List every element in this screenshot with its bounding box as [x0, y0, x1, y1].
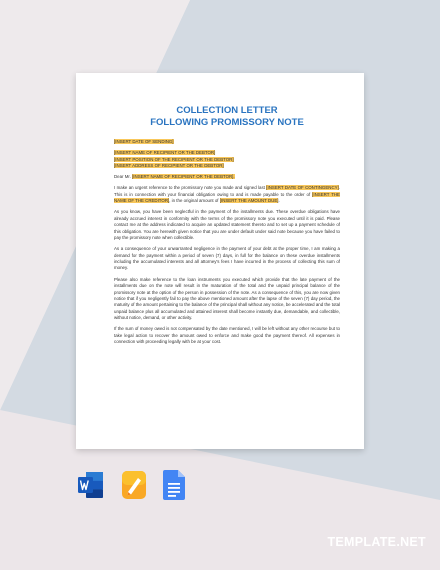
- p1-highlight-creditor: [INSERT THE NAME OF THE CREDITOR]: [114, 191, 340, 204]
- p1-text-c: , in the original amount of: [169, 198, 219, 204]
- p1-highlight-amount: [INSERT THE AMOUNT DUE]: [219, 198, 279, 204]
- paragraph-1: [114, 185, 340, 204]
- pages-icon[interactable]: [122, 470, 146, 500]
- paragraph-5: If the sum of money owed is not compensated by the date mentioned, I will be left without any other recourse but to take legal action to recover the amount owed to enforce and make good the payment thereof. All expenses in connection with proceeding legally with be at your cost.: [114, 326, 340, 345]
- recipient-position: [INSERT POSITION OF THE RECIPIENT OR THE DEBTOR]: [114, 156, 234, 162]
- recipient-address: [INSERT ADDRESS OF RECIPIENT OR THE DEBTOR]: [114, 163, 224, 169]
- brand-watermark: TEMPLATE.NET: [327, 535, 426, 549]
- recipient-name: [INSERT NAME OF RECIPIENT OR THE DEBTOR]: [114, 150, 216, 156]
- salutation-prefix: Dear Mr.: [114, 174, 131, 180]
- paragraph-4: Please also make reference to the loan instruments you executed which provide that the late payment of the installments due on the note will result in the maturation of the total and the unpaid principal balance of the promissory note at the option of the person in possession of the note. As a consequence of this, you are now given notice that if you negligently fail to pay the above mentioned amount after the lapse of the seven (7) day period, the maturity of the amount pertaining to the balance of the principal shall without any notice, be accelerated and the total unpaid balance plus all accumulated and attained interest shall become instantly due, demandable, and collectible, without notice, demand, or other activity.: [114, 276, 341, 321]
- salutation-name: [INSERT NAME OF RECIPIENT OR THE DEBTOR].: [132, 174, 235, 180]
- p1-text-a: I make an urgent reference to the promissory note you made and signed last: [114, 185, 265, 191]
- paragraph-2: As you know, you have been neglectful in the payment of the installments due. These overdue obligations have already accrued interest in conformity with the terms of the promissory note you executed until it is paid. Please contact me at the address indicated to acquire an updated statement thereto and to set up a payment schedule of this obligation. You are herewith given notice that you are under default under said note because you have failed to pay the promissory note when collectible.: [114, 209, 340, 241]
- p1-highlight-date: [INSERT DATE OF CONTINGENCY]: [266, 185, 339, 191]
- p1-text-d: .: [278, 198, 280, 204]
- date-placeholder: [INSERT DATE OF SENDING]: [114, 139, 174, 144]
- date-line: [114, 139, 340, 145]
- title-line-2: FOLLOWING PROMISSORY NOTE: [150, 117, 304, 128]
- google-docs-icon[interactable]: [163, 470, 185, 500]
- title-line-1: COLLECTION LETTER: [176, 105, 278, 116]
- paragraph-3: As a consequence of your unwarranted negligence in the payment of your debt at the proper time, I am making a demand for the payment within a period of seven (7) days, in full for the balance on these overdue installments including the accumulated interests and all attorney's fees I have incurred in the process of collecting this sum of money.: [114, 246, 340, 271]
- p1-text-b: . This is in connection with your financial obligation owing to and is made payable to the order of: [114, 185, 340, 197]
- document-page: [76, 73, 364, 449]
- document-title: [114, 105, 340, 129]
- recipient-block: [114, 150, 340, 169]
- salutation: [114, 174, 340, 180]
- word-icon[interactable]: [78, 470, 104, 500]
